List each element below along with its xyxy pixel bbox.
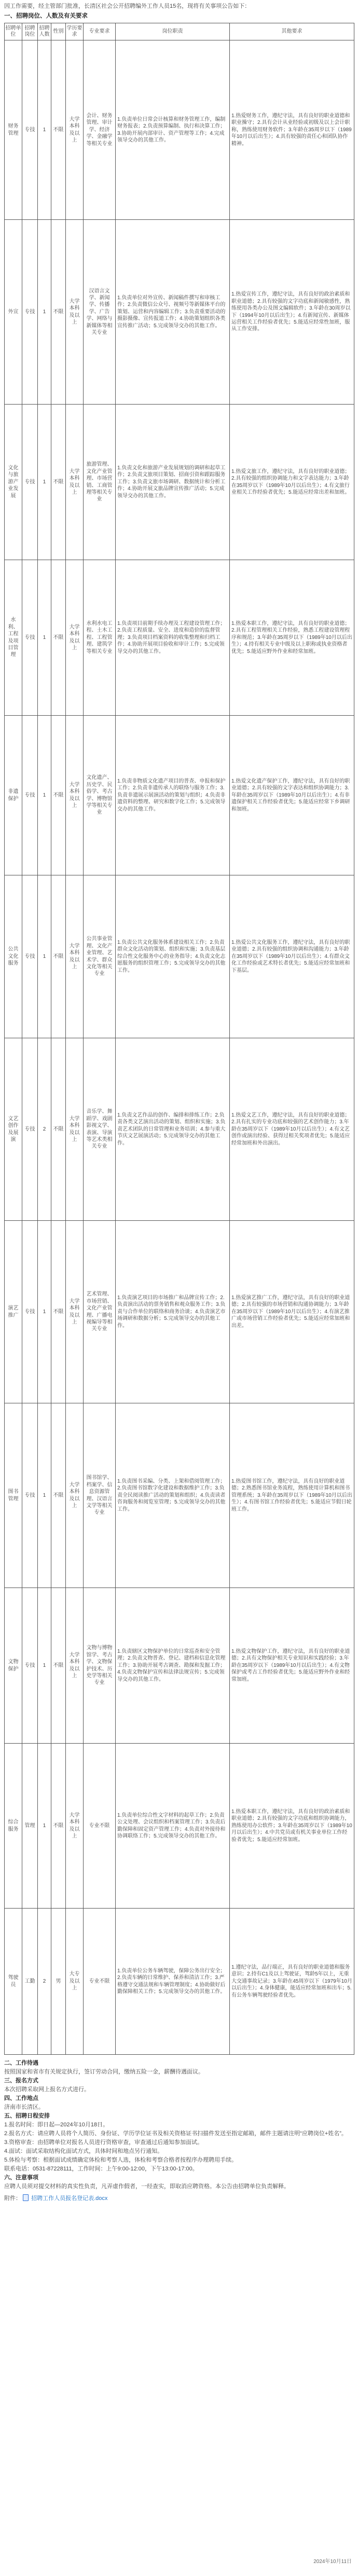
attachment-link[interactable]: 招聘工作人员报名登记表.docx	[31, 2195, 108, 2202]
cell-duties: 1.负责单位对外宣传、新闻稿件撰写和审核工作；2.负责微信公众号、视频号等新媒体平台的策划、运营和内容编辑工作；3.负责重要活动的摄影摄像、宣传报道工作；4.协助策划组织各类宣传推广活动；5.完成领导交办的其他工作。	[116, 220, 230, 405]
cell-count: 1	[38, 405, 51, 560]
cell-duties: 1.负责图书采编、分类、上架和借阅管理工作；2.负责图书馆数字化建设和数据维护工作；3.负责全民阅读推广活动的策划和组织；4.负责读者咨询服务和阅览室管理；5.完成领导交办的其他工作。	[116, 1403, 230, 1588]
cell-unit: 文化与旅游产业发展	[5, 405, 22, 560]
sec3-body: 本次招聘采取网上报名方式进行。	[4, 2086, 90, 2093]
cell-reqs: 1.热爱文旅工作，遵纪守法，具有良好的职业道德；2.具有较强的组织协调能力和文字表达能力；3.年龄在35周岁以下（1989年10月以后出生）；4.有文旅行业相关工作经验者优先；5.能适应经常出差和加班。	[230, 405, 354, 560]
attachment-label: 附件：	[4, 2195, 21, 2202]
cell-duties: 1.负责辖区文物保护单位的日常巡查和安全管理；2.负责文物普查、登记、建档和信息化管理工作；3.协助开展考古调查、勘探和发掘工作；4.负责文物保护宣传和法律法规宣传；5.完成领导交办的其他工作。	[116, 1588, 230, 1744]
cell-post: 专技	[22, 1403, 38, 1588]
cell-unit: 外宣	[5, 220, 22, 405]
cell-reqs: 1.热爱文化遗产保护工作，遵纪守法，具有良好的职业道德；2.具有较强的文字表达和组织协调能力；3.年龄在35周岁以下（1989年10月以后出生）；4.有非遗保护相关工作经验者优先；5.能适应经常下乡调研和加班。	[230, 716, 354, 875]
schedule-item: 联系电话：0531-87228111，工作时间：上午9:00-12:00，下午13:00-17:00。	[4, 2166, 198, 2172]
cell-reqs: 1.热爱本职工作，遵纪守法，具有良好的职业道德；2.具有工程管理相关工作经验，熟悉工程建设管理程序和规范；3.年龄在35周岁以下（1989年10月以后出生）；4.持有相关专业中级及以上职称或执业资格者优先；5.能适应野外作业和经常加班。	[230, 560, 354, 716]
cell-post: 专技	[22, 560, 38, 716]
cell-count: 1	[38, 1403, 51, 1588]
cell-post: 专技	[22, 405, 38, 560]
table-row	[5, 220, 354, 405]
table-row	[5, 1038, 354, 1221]
sec5-title: 五、招聘日程安排	[4, 2113, 50, 2119]
table-header-row	[5, 23, 354, 40]
cell-edu: 大学本科及以上	[66, 40, 84, 220]
cell-major: 音乐学、舞蹈学、戏剧影视文学、表演、导演等艺术类相关专业	[84, 1038, 116, 1221]
cell-reqs: 1.热爱公共文化服务工作，遵纪守法，具有良好的职业道德；2.具有较强的组织协调和沟通能力；3.年龄在35周岁以下（1989年10月以后出生）；4.有群众文化工作经验或艺术特长者优先；5.能适应经常加班和下基层。	[230, 875, 354, 1038]
sec6-title: 六、注意事项	[4, 2175, 38, 2181]
cell-post: 专技	[22, 1221, 38, 1403]
cell-gender: 不限	[51, 1403, 66, 1588]
cell-duties: 1.负责文艺作品的创作、编排和排练工作；2.负责各类文艺演出活动的策划、组织和实施；3.负责艺术团队的日常管理和业务培训；4.参与重大节庆文艺展演活动；5.完成领导交办的其他工作。	[116, 1038, 230, 1221]
cell-count: 1	[38, 1221, 51, 1403]
cell-duties: 1.负责单位公务车辆驾驶，保障公务出行安全；2.负责车辆的日常维护、保养和清洁工作；3.严格遵守交通法规和车辆管理制度；4.协助做好后勤保障相关工作；5.完成领导交办的其他工作。	[116, 1909, 230, 2055]
cell-duties: 1.负责单位日常会计核算和财务管理工作，编制财务报表；2.负责预算编制、执行和决算工作；3.协助开展内部审计、资产管理等工作；4.完成领导交办的其他工作。	[116, 40, 230, 220]
cell-major: 文化遗产、历史学、民俗学、考古学、博物馆学等相关专业	[84, 716, 116, 875]
table-row	[5, 1221, 354, 1403]
cell-gender: 不限	[51, 1221, 66, 1403]
cell-count: 1	[38, 560, 51, 716]
cell-edu: 大学本科及以上	[66, 1221, 84, 1403]
cell-major: 汉语言文学、新闻学、传播学、广告学、网络与新媒体等相关专业	[84, 220, 116, 405]
cell-duties: 1.负责项目前期手续办理及工程建设管理工作；2.负责工程质量、安全、进度和造价的监督管理；3.负责项目档案资料的收集整理和归档工作；4.协助开展项目验收和审计工作；5.完成领导交办的其他工作。	[116, 560, 230, 716]
table-row	[5, 1403, 354, 1588]
cell-count: 1	[38, 40, 51, 220]
table-row	[5, 405, 354, 560]
cell-major: 旅游管理、文化产业管理、市场营销、工商管理等相关专业	[84, 405, 116, 560]
cell-reqs: 1.热爱财务工作，遵纪守法，具有良好的职业道德和职业操守；2.具有会计从业经验或初级及以上会计职称，熟练使用财务软件；3.年龄在35周岁以下（1989年10月以后出生）；4.具有较强的责任心和团队协作精神。	[230, 40, 354, 220]
cell-edu: 大学本科及以上	[66, 1038, 84, 1221]
cell-unit: 公共文化服务	[5, 875, 22, 1038]
table-row	[5, 560, 354, 716]
cell-reqs: 1.遵纪守法，品行端正，具有良好的职业道德和服务意识；2.持有C1及以上驾驶证，驾龄5年以上，无重大交通事故记录；3.年龄在45周岁以下（1979年10月以后出生）；4.身体健康，能适应经常加班和出车；5.有公务车辆驾驶经验者优先。	[230, 1909, 354, 2055]
cell-edu: 大学本科及以上	[66, 716, 84, 875]
cell-count: 1	[38, 716, 51, 875]
cell-count: 2	[38, 1038, 51, 1221]
column-header: 专业要求	[84, 23, 116, 40]
cell-reqs: 1.热爱图书馆工作，遵纪守法，具有良好的职业道德；2.熟悉图书馆业务流程，熟练使用计算机和图书管理系统；3.年龄在35周岁以下（1989年10月以后出生）；4.有图书馆工作经验者优先；5.能适应节假日轮班工作。	[230, 1403, 354, 1588]
column-header: 招聘岗位	[22, 23, 38, 40]
cell-major: 专业不限	[84, 1744, 116, 1909]
table-row	[5, 1909, 354, 2055]
column-header: 招聘单位	[5, 23, 22, 40]
cell-major: 会计、财务管理、审计学、经济学、金融学等相关专业	[84, 40, 116, 220]
cell-count: 1	[38, 875, 51, 1038]
cell-major: 水利水电工程、土木工程、工程管理、建筑学等相关专业	[84, 560, 116, 716]
publish-date: 2024年10月11日	[313, 2559, 352, 2565]
schedule-item: 3.资格审查：由招聘单位对报名人员进行资格审查，审查通过后通知参加面试。	[4, 2139, 203, 2146]
cell-major: 图书馆学、档案学、信息资源管理、汉语言文学等相关专业	[84, 1403, 116, 1588]
cell-gender: 不限	[51, 1744, 66, 1909]
cell-unit: 财务管理	[5, 40, 22, 220]
cell-post: 专技	[22, 875, 38, 1038]
cell-count: 1	[38, 1588, 51, 1744]
schedule-item: 4.面试：面试采取结构化面试方式，具体时间和地点另行通知。	[4, 2148, 163, 2154]
cell-post: 专技	[22, 1038, 38, 1221]
cell-unit: 水利、工程及项目管理	[5, 560, 22, 716]
cell-gender: 不限	[51, 1588, 66, 1744]
column-header: 岗位职责	[116, 23, 230, 40]
sec4-body: 济南市长清区。	[4, 2104, 44, 2110]
cell-gender: 不限	[51, 220, 66, 405]
cell-edu: 大学本科及以上	[66, 220, 84, 405]
column-header: 性别	[51, 23, 66, 40]
cell-major: 艺术管理、市场营销、文化产业管理、广播电视编导等相关专业	[84, 1221, 116, 1403]
sec6-body: 应聘人员须对提交材料的真实性负责，凡弄虚作假者，一经查实，即取消应聘资格。本公告由招聘单位负责解释。	[4, 2183, 290, 2190]
cell-gender: 不限	[51, 405, 66, 560]
cell-post: 专技	[22, 40, 38, 220]
cell-reqs: 1.热爱文艺工作，遵纪守法，具有良好的职业道德；2.具有扎实的专业功底和较强的艺术创作能力；3.年龄在35周岁以下（1989年10月以后出生）；4.有文艺创作或演出经验、获得过相关奖项者优先；5.能适应经常加班和外出演出。	[230, 1038, 354, 1221]
cell-major: 专业不限	[84, 1909, 116, 2055]
cell-reqs: 1.热爱文物保护工作，遵纪守法，具有良好的职业道德；2.具有文物保护相关专业知识和实践经验；3.年龄在35周岁以下（1989年10月以后出生）；4.有文物保护或考古工作经验者优先；5.能适应野外作业和经常加班。	[230, 1588, 354, 1744]
cell-unit: 文艺创作及展演	[5, 1038, 22, 1221]
cell-major: 公共事业管理、文化产业管理、艺术学、群众文化等相关专业	[84, 875, 116, 1038]
column-header: 招聘人数	[38, 23, 51, 40]
column-header: 其他要求	[230, 23, 354, 40]
cell-edu: 大学本科及以上	[66, 560, 84, 716]
cell-unit: 驾驶员	[5, 1909, 22, 2055]
table-row	[5, 1744, 354, 1909]
cell-edu: 大专及以上	[66, 1909, 84, 2055]
cell-post: 工勤	[22, 1909, 38, 2055]
table-row	[5, 875, 354, 1038]
cell-edu: 大学本科及以上	[66, 1588, 84, 1744]
table-row	[5, 716, 354, 875]
cell-edu: 大学本科及以上	[66, 875, 84, 1038]
cell-gender: 男	[51, 1909, 66, 2055]
cell-reqs: 1.热爱宣传工作，遵纪守法，具有良好的政治素质和职业道德；2.具有较强的文字功底和新闻敏感性，熟练使用各类办公及图文编辑软件；3.年龄在30周岁以下（1994年10月以后出生）；4.有新闻宣传、新媒体运营相关工作经验者优先；5.能适应经常性加班，服从工作安排。	[230, 220, 354, 405]
cell-edu: 大学本科及以上	[66, 1403, 84, 1588]
schedule-item: 1.报名时间：即日起—2024年10月18日。	[4, 2122, 109, 2128]
column-header: 学历要求	[66, 23, 84, 40]
cell-reqs: 1.热爱演艺推广工作，遵纪守法，具有良好的职业道德；2.具有较强的市场营销和沟通协调能力；3.年龄在35周岁以下（1989年10月以后出生）；4.有演艺推广或市场营销工作经验者优先；5.能适应经常加班和出差。	[230, 1221, 354, 1403]
cell-unit: 非遗保护	[5, 716, 22, 875]
document-icon	[23, 2194, 29, 2201]
cell-post: 专技	[22, 1588, 38, 1744]
jobs-table	[4, 23, 354, 2055]
cell-gender: 不限	[51, 875, 66, 1038]
cell-reqs: 1.热爱本职工作，遵纪守法，具有良好的政治素质和职业道德；2.具有较强的文字功底和组织协调能力，熟练使用办公软件；3.年龄在35周岁以下（1989年10月以后出生）；4.中共党员或有机关事业单位工作经验者优先；5.能适应经常加班。	[230, 1744, 354, 1909]
cell-duties: 1.负责单位综合性文字材料的起草工作；2.负责公文处理、会议组织和档案管理工作；3.负责后勤保障和固定资产管理工作；4.负责对外接待和协调联络工作；5.完成领导交办的其他工作。	[116, 1744, 230, 1909]
cell-duties: 1.负责演艺项目的市场推广和品牌宣传工作；2.负责演出活动的票务销售和观众服务工作；3.负责与合作单位的联络和商务洽谈；4.负责演艺市场调研和数据分析；5.完成领导交办的其他工作。	[116, 1221, 230, 1403]
cell-unit: 文物保护	[5, 1588, 22, 1744]
cell-gender: 不限	[51, 1038, 66, 1221]
cell-count: 1	[38, 1744, 51, 1909]
table-row	[5, 1588, 354, 1744]
cell-post: 管理	[22, 1744, 38, 1909]
schedule-item: 2.报名方式：请应聘人员将个人简历、身份证、学历学位证书及相关资格证书扫描件发送至指定邮箱，邮件主题请注明“应聘岗位+姓名”。	[4, 2131, 347, 2137]
sec2-title: 二、工作待遇	[4, 2060, 38, 2066]
table-row	[5, 40, 354, 220]
cell-unit: 演艺推广	[5, 1221, 22, 1403]
cell-gender: 不限	[51, 40, 66, 220]
cell-gender: 不限	[51, 560, 66, 716]
cell-duties: 1.负责非物质文化遗产项目的普查、申报和保护工作；2.负责非遗传承人的联络与服务工作；3.负责非遗展示展演活动的策划与组织；4.负责非遗资料的整理、研究和数字化工作；5.完成领导交办的其他工作。	[116, 716, 230, 875]
schedule-item: 5.体检与考察：根据面试成绩确定体检和考察人选，体检和考察合格者按程序办理聘用手续。	[4, 2157, 238, 2163]
cell-unit: 综合服务	[5, 1744, 22, 1909]
cell-duties: 1.负责文化和旅游产业发展规划的调研和起草工作；2.负责文旅项目策划、招商引资和跟踪服务工作；3.负责文旅市场调研、数据统计和分析工作；4.协助开展文旅品牌宣传推广活动；5.完成领导交办的其他工作。	[116, 405, 230, 560]
cell-post: 专技	[22, 220, 38, 405]
section1-title: 一、招聘岗位、人数及有关要求	[4, 13, 88, 19]
cell-major: 文物与博物馆学、考古学、文物保护技术、历史学等相关专业	[84, 1588, 116, 1744]
footer	[4, 2059, 354, 2203]
sec4-title: 四、工作地点	[4, 2095, 38, 2101]
attachment-line	[4, 2194, 354, 2203]
cell-count: 1	[38, 220, 51, 405]
sec3-title: 三、报名方式	[4, 2078, 38, 2084]
cell-count: 2	[38, 1909, 51, 2055]
cell-duties: 1.负责公共文化服务体系建设相关工作；2.负责群众文化活动的策划、组织和实施；3.负责基层综合性文化服务中心的业务指导；4.负责文化志愿服务的组织管理工作；5.完成领导交办的其他工作。	[116, 875, 230, 1038]
cell-post: 专技	[22, 716, 38, 875]
cell-edu: 大学本科及以上	[66, 405, 84, 560]
cell-unit: 图书管理	[5, 1403, 22, 1588]
intro-paragraph: 因工作需要，经主管部门批准，长清区社会公开招聘编外工作人员15名，现将有关事项公告如下：	[4, 3, 251, 9]
cell-edu: 大学本科及以上	[66, 1744, 84, 1909]
sec2-body: 按照国家和省市有关规定执行，签订劳动合同，缴纳五险一金，薪酬待遇面议。	[4, 2069, 204, 2075]
cell-gender: 不限	[51, 716, 66, 875]
